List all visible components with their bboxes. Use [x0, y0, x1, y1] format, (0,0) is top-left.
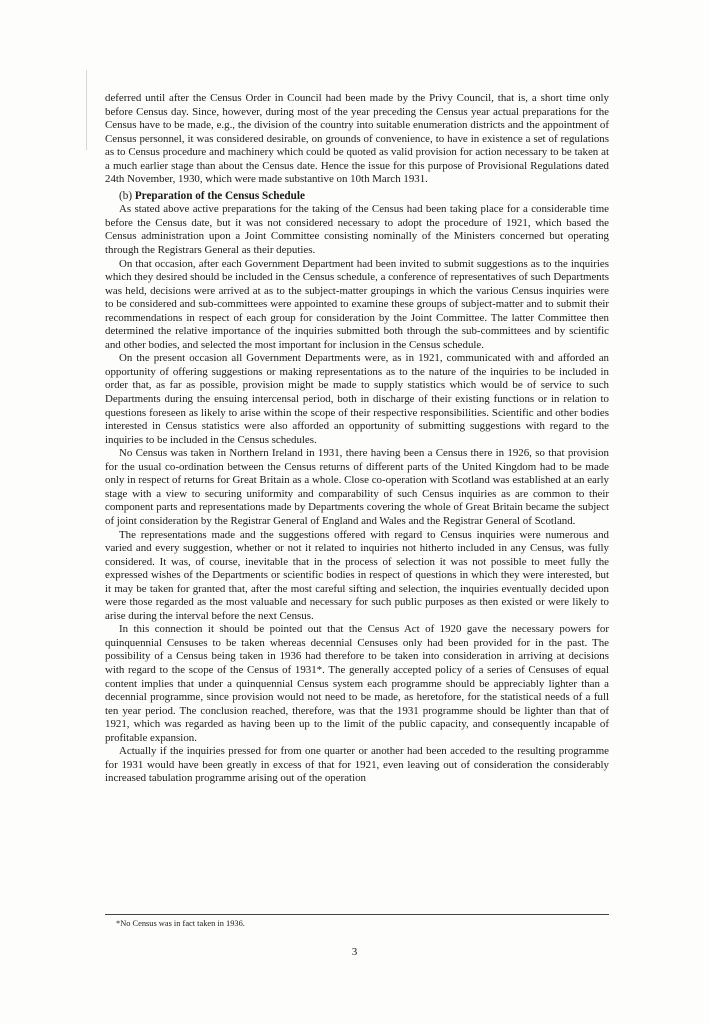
paragraph: The representations made and the suggestions offered with regard to Census inquiries were numerous and varied and every suggestion, whether or not it related to inquiries not hitherto included in any Census, was fully considered. It was, of course, inevitable that in the process of selection it was not possible to meet fully the expressed wishes of the Departments or scientific bodies in respect of questions in which they were interested, but it may be taken for granted that, after the most careful sifting and selection, the inquiries eventually decided upon were those regarded as the most valuable and necessary for such public purposes as then existed or were likely to arise during the interval before the next Census. — [105, 528, 609, 622]
paragraph: No Census was taken in Northern Ireland in 1931, there having been a Census there in 1926, so that provision for the usual co-ordination between the Census returns of different parts of the United Kingdom had to be made only in respect of returns for Great Britain as a whole. Close co-operation with Scotland was established at an early stage with a view to securing uniformity and comparability of such Census inquiries as are common to their component parts and representations made by Departments covering the whole of Great Britain became the subject of joint consideration by the Registrar General of England and Wales and the Registrar General of Scotland. — [105, 447, 609, 527]
scan-edge-mark — [86, 70, 87, 150]
section-title: Preparation of the Census Schedule — [134, 189, 305, 202]
footnote-rule — [105, 914, 609, 915]
section-label: (b) — [119, 189, 133, 202]
paragraph-intro: deferred until after the Census Order in Council had been made by the Privy Council, that is, a short time only before Census day. Since, however, during most of the year preceding the Census year actual preparations for the Census have to be made, e.g., the division of the country into suitable enumeration districts and the appointment of Census personnel, it was considered desirable, on grounds of convenience, to have in existence a set of regulations as to Census procedure and machinery which could be quoted as valid provision for action necessary to be taken at a much earlier stage than about the Census date. Hence the issue for this purpose of Provisional Regulations dated 24th November, 1930, which were made substantive on 10th March 1931. — [105, 92, 609, 186]
page-number: 3 — [351, 946, 358, 958]
paragraph: Actually if the inquiries pressed for from one quarter or another had been acceded to the resulting programme for 1931 would have been greatly in excess of that for 1921, even leaving out of consideration the considerably increased tabulation programme arising out of the operation — [105, 745, 609, 785]
paragraph: On that occasion, after each Government Department had been invited to submit suggestions as to the inquiries which they desired should be included in the Census schedule, a conference of representatives of such Departments was held, decisions were arrived at as to the subject-matter groupings in which the various Census inquiries were to be considered and sub-committees were appointed to examine these groups of subject-matter and to submit their recommendations in respect of each group for consideration by the Joint Committee. The latter Committee then determined the relative importance of the inquiries submitted both through the sub-committees and by scientific and other bodies, and selected the most important for inclusion in the Census schedule. — [105, 257, 609, 351]
paragraph: As stated above active preparations for the taking of the Census had been taking place for a considerable time before the Census date, but it was not considered necessary to adopt the procedure of 1921, which based the Census administration upon a Joint Committee consisting nominally of the Ministers concerned but operating through the Registrars General as their deputies. — [105, 203, 609, 257]
body-text — [105, 92, 609, 786]
paragraph: In this connection it should be pointed out that the Census Act of 1920 gave the necessary powers for quinquennial Censuses to be taken whereas decennial Censuses only had been provided for in the past. The possibility of a Census being taken in 1936 had therefore to be taken into consideration in arriving at decisions with regard to the scope of the Census of 1931*. The generally accepted policy of a series of Censuses of equal content implies that under a quinquennial Census system each programme should be appreciably lighter than a decennial programme, since provision would not need to be made, as heretofore, for the statistical needs of a full ten year period. The conclusion reached, therefore, was that the 1931 programme should be lighter than that of 1921, which was regarded as having been up to the limit of the public capacity, and consequently incapable of profitable expansion. — [105, 623, 609, 744]
footnote: *No Census was in fact taken in 1936. — [116, 919, 245, 928]
section-heading — [119, 190, 609, 204]
paragraph: On the present occasion all Government Departments were, as in 1921, communicated with and afforded an opportunity of offering suggestions or making representations as to the nature of the inquiries to be included in order that, as far as possible, provision might be made to supply statistics which would be of service to such Departments during the ensuing intercensal period, both in discharge of their existing functions or in relation to questions foreseen as likely to arise within the scope of their respective responsibilities. Scientific and other bodies interested in Census statistics were also afforded an opportunity of submitting suggestions with regard to the inquiries to be included in the Census schedules. — [105, 352, 609, 446]
